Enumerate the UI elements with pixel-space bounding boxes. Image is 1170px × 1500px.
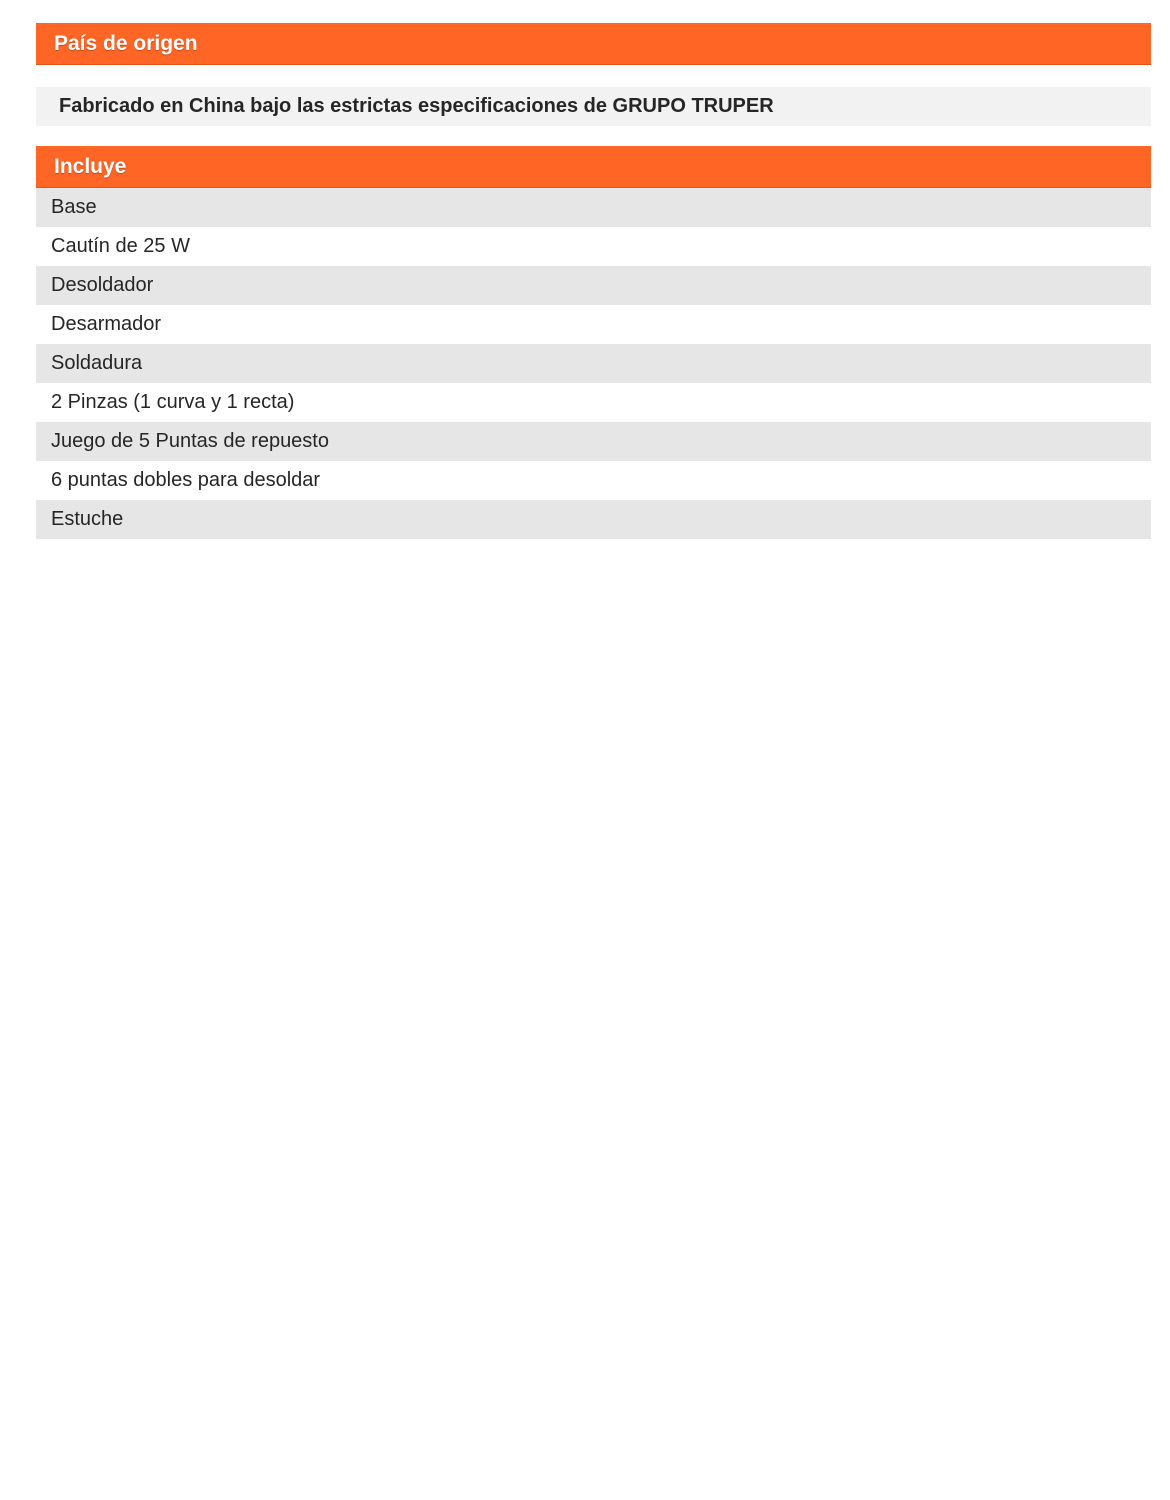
list-item: 6 puntas dobles para desoldar [36, 461, 1151, 500]
list-item: Estuche [36, 500, 1151, 539]
includes-section-header: Incluye [36, 146, 1151, 188]
list-item: Soldadura [36, 344, 1151, 383]
list-item: Cautín de 25 W [36, 227, 1151, 266]
origin-section-header: País de origen [36, 23, 1151, 65]
list-item: Base [36, 188, 1151, 227]
list-item: Desarmador [36, 305, 1151, 344]
list-item: 2 Pinzas (1 curva y 1 recta) [36, 383, 1151, 422]
list-item: Desoldador [36, 266, 1151, 305]
spec-sheet [36, 23, 1151, 539]
includes-list [36, 188, 1151, 539]
section-spacer [36, 126, 1151, 146]
origin-text: Fabricado en China bajo las estrictas especificaciones de GRUPO TRUPER [36, 87, 1151, 126]
list-item: Juego de 5 Puntas de repuesto [36, 422, 1151, 461]
